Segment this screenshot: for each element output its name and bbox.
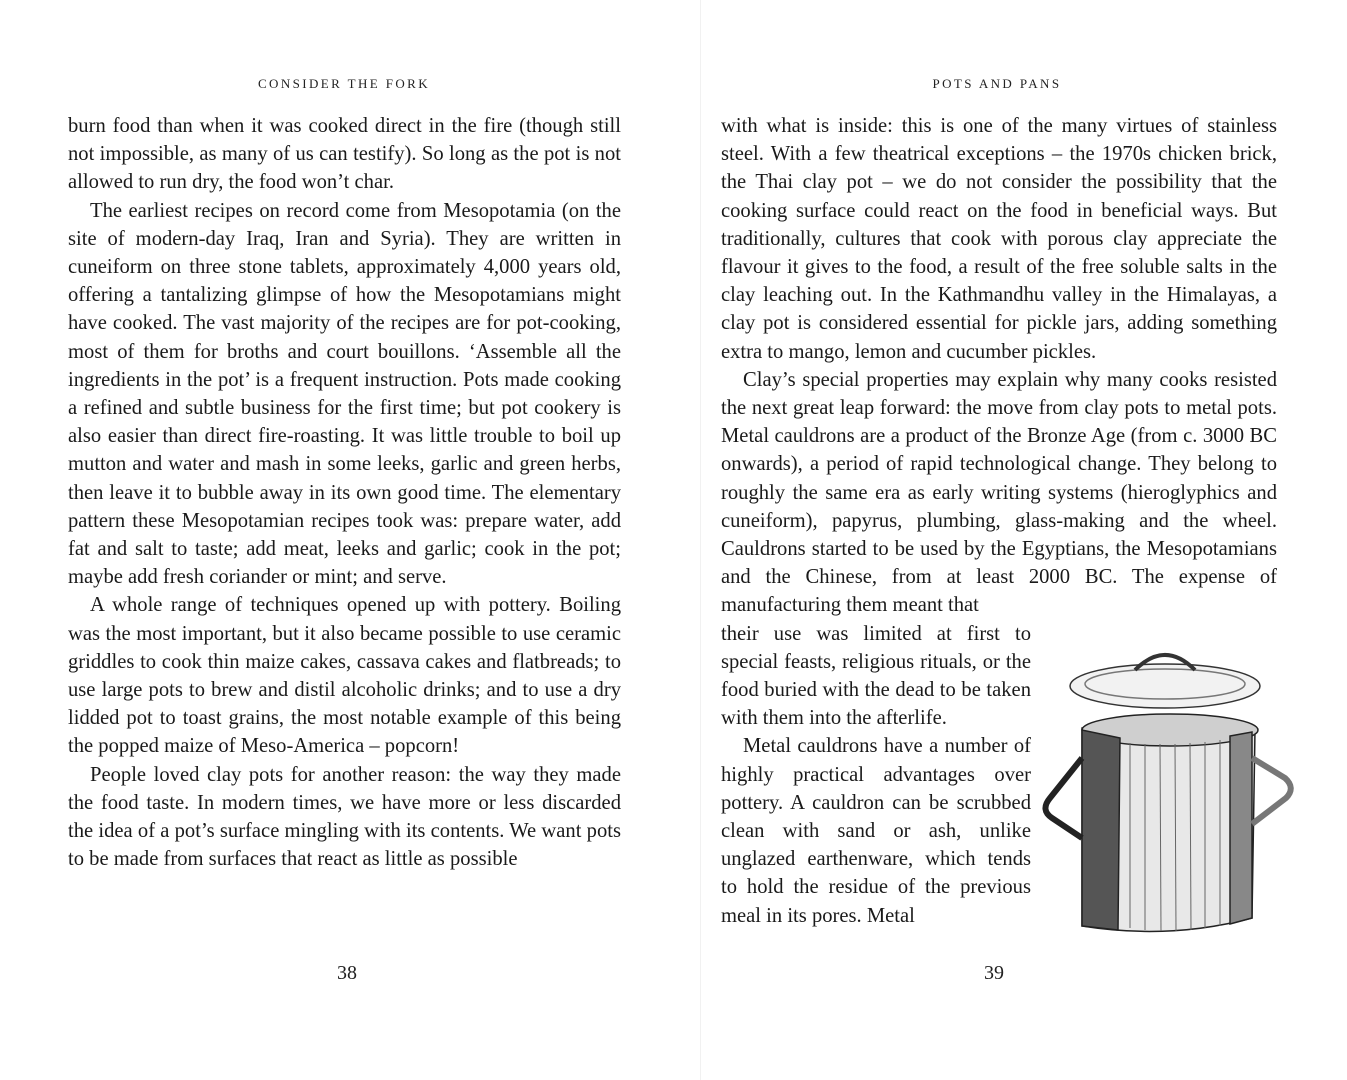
paragraph: The earliest recipes on record come from Mesopotamia (on the site of modern-day Iraq, Iran and Syria). They are written in cuneiform on three stone tablets, approximately 4,000 years old, offering a tantalizing glimpse of how the Mesopotamians might have cooked. The vast majority of the recipes are for pot-cooking, most of them for broths and court bouillons. ‘Assemble all the ingredients in the pot’ is a frequent instruction. Pots made cooking a refined and subtle business for the first time; but pot cookery is also easier than direct fire-roasting. It was little trouble to boil up mutton and water and mash in some leeks, garlic and green herbs, then leave it to bubble away in its own good time. The elementary pattern these Mesopotamian recipes took was: prepare water, add fat and salt to taste; add meat, leeks and garlic; cook in the pot; maybe add fresh coriander or mint; and serve. <box>68 199 621 589</box>
book-gutter <box>700 0 701 1080</box>
paragraph: their use was limited at first to special feasts, religious rituals, or the food buried with the dead to be taken with them into the afterlife. <box>721 622 1031 730</box>
paragraph: A whole range of techniques opened up with pottery. Boiling was the most important, but it also became possible to use ceramic griddles to cook thin maize cakes, cassava cakes and flatbreads; to use large pots to brew and distil alcoholic drinks; and to use a dry lidded pot to toast grains, the most notable example of this being the popped maize of Meso-America – popcorn! <box>68 594 621 758</box>
pot-icon <box>1045 714 1290 931</box>
page-number: 39 <box>984 962 1004 984</box>
page-number: 38 <box>337 962 357 984</box>
paragraph: Metal cauldrons have a number of highly practical advantages over pottery. A cauldron can be scrubbed clean with sand or ash, unlike unglazed earthenware, which tends to hold the residue of the previous meal in its pores. Metal <box>721 735 1031 927</box>
lid-icon <box>1070 655 1260 708</box>
paragraph: Clay’s special properties may explain why many cooks resisted the next great leap forward: the move from clay pots to metal pots. Metal cauldrons are a product of the Bronze Age (from c. 3000 BC onwards), a period of rapid technological change. They belong to roughly the same era as early writing systems (hieroglyphics and cuneiform), papyrus, plumbing, glass-making and the wheel. Cauldrons started to be used by the Egyptians, the Mesopotamians and the Chinese, from at least 2000 BC. The expense of manufacturing them meant that <box>721 368 1277 617</box>
paragraph: burn food than when it was cooked direct in the fire (though still not impossible, as many of us can testify). So long as the pot is not allowed to run dry, the food won’t char. <box>68 115 621 194</box>
right-page <box>705 0 1347 1080</box>
cauldron-illustration <box>1030 648 1320 948</box>
running-head: CONSIDER THE FORK <box>257 76 431 91</box>
running-head: POTS AND PANS <box>932 76 1062 91</box>
body-text <box>68 112 621 873</box>
paragraph: with what is inside: this is one of the many virtues of stainless steel. With a few theatrical exceptions – the 1970s chicken brick, the Thai clay pot – we do not consider the possibility that the cooking surface could react on the food in beneficial ways. But traditionally, cultures that cook with porous clay appreciate the flavour it gives to the food, a result of the free soluble salts in the clay leaching out. In the Kathmandhu valley in the Himalayas, a clay pot is considered essential for pickle jars, adding something extra to mango, lemon and cucumber pickles. <box>721 115 1277 363</box>
paragraph: People loved clay pots for another reason: the way they made the food taste. In modern times, we have more or less discarded the idea of a pot’s surface mingling with its contents. We want pots to be made from surfaces that react as little as possible <box>68 763 621 871</box>
